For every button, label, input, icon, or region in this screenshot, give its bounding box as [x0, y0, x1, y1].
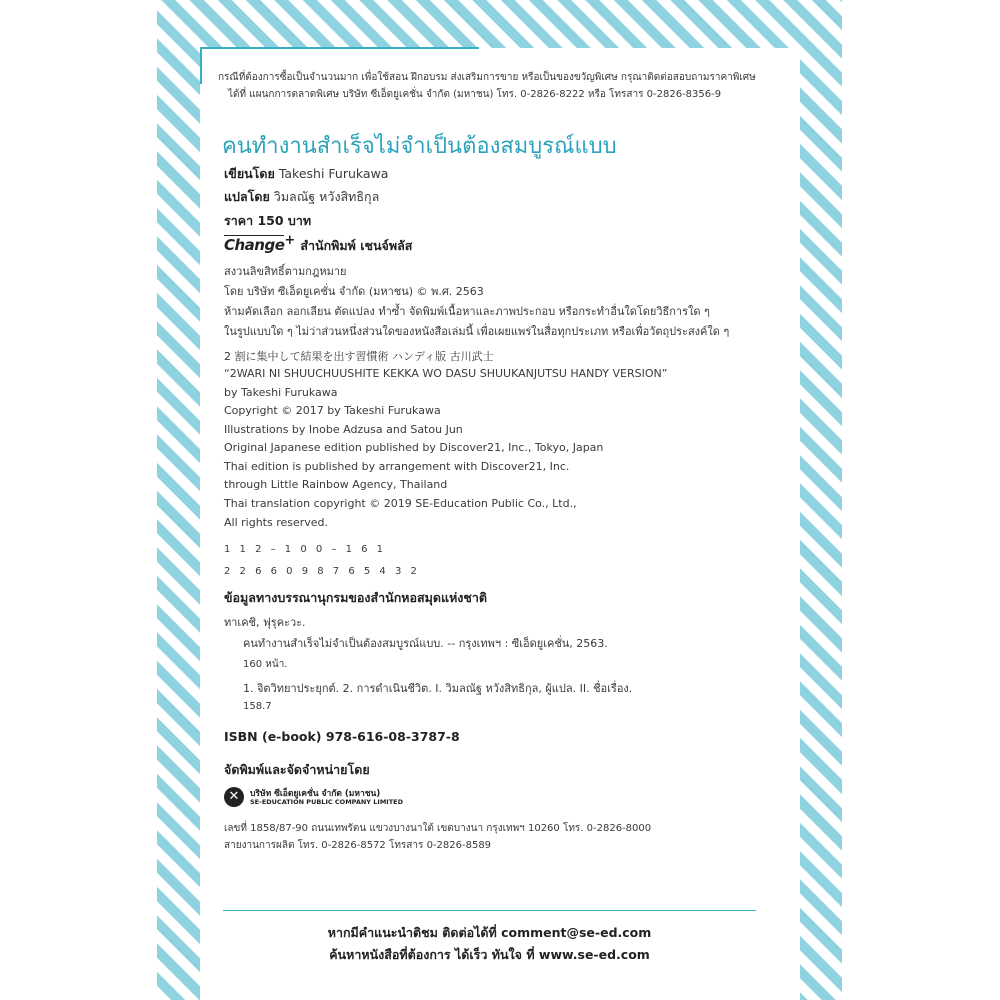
- cip-heading: ข้อมูลทางบรรณานุกรมของสำนักหอสมุดแห่งชาติ: [224, 590, 488, 605]
- original-info-line: 2 割に集中して結果を出す習慣術 ハンディ版 古川武士: [224, 350, 494, 363]
- frame-line-top: [200, 47, 479, 49]
- print-code-2: 2 2 6 6 0 9 8 7 6 5 4 3 2: [224, 566, 420, 577]
- company-name-english: SE-EDUCATION PUBLIC COMPANY LIMITED: [250, 798, 403, 806]
- imprint-name: สำนักพิมพ์ เชนจ์พลัส: [300, 238, 413, 253]
- logo-plus: +: [284, 233, 296, 248]
- translator-name: วิมลณัฐ หวังสิทธิกุล: [273, 189, 380, 204]
- copyright-thai-line: ห้ามคัดเลือก ลอกเลียน ตัดแปลง ทำซ้ำ จัดพิมพ์เนื้อหาและภาพประกอบ หรือกระทำอื่นใดโดยวิธีการใด ๆ: [224, 305, 710, 318]
- copyright-thai-line: โดย บริษัท ซีเอ็ดยูเคชั่น จำกัด (มหาชน) © พ.ศ. 2563: [224, 285, 484, 298]
- original-info-line: All rights reserved.: [224, 516, 329, 529]
- original-info-line: Copyright © 2017 by Takeshi Furukawa: [224, 404, 441, 417]
- author-label: เขียนโดย: [224, 166, 275, 181]
- address-line-2: สายงานการผลิต โทร. 0-2826-8572 โทรสาร 0-2826-8589: [224, 840, 492, 851]
- book-title: คนทำงานสำเร็จไม่จำเป็นต้องสมบูรณ์แบบ: [222, 134, 617, 159]
- address-line-1: เลขที่ 1858/87-90 ถนนเทพรัตน แขวงบางนาใต้ เขตบางนา กรุงเทพฯ 10260 โทร. 0-2826-8000: [224, 823, 652, 834]
- author-line: [224, 164, 388, 184]
- frame-line-left: [200, 47, 202, 84]
- cip-pages: 160 หน้า.: [243, 659, 288, 670]
- cip-title: คนทำงานสำเร็จไม่จำเป็นต้องสมบูรณ์แบบ. -- กรุงเทพฯ : ซีเอ็ดยูเคชั่น, 2563.: [243, 637, 608, 650]
- company-seal-icon: ✕: [224, 787, 244, 807]
- print-code-1: 1 1 2 – 1 0 0 – 1 6 1: [224, 544, 387, 555]
- original-info-line: by Takeshi Furukawa: [224, 386, 338, 399]
- isbn: ISBN (e-book) 978-616-08-3787-8: [224, 729, 460, 744]
- original-info-line: Illustrations by Inobe Adzusa and Satou Jun: [224, 423, 463, 436]
- original-info-line: Thai edition is published by arrangement with Discover21, Inc.: [224, 460, 570, 473]
- footer-feedback: หากมีคำแนะนำติชม ติดต่อได้ที่ comment@se-ed.com: [327, 925, 652, 940]
- notice-line-2: ได้ที่ แผนกการตลาดพิเศษ บริษัท ซีเอ็ดยูเคชั่น จำกัด (มหาชน) โทร. 0-2826-8222 หรือ โทรสาร 0-2826-8356-9: [228, 89, 722, 100]
- copyright-thai-line: ในรูปแบบใด ๆ ไม่ว่าส่วนหนึ่งส่วนใดของหนังสือเล่มนี้ เพื่อเผยแพร่ในสื่อทุกประเภท หรือเพื่อวัตถุประสงค์ใด ๆ: [224, 325, 730, 338]
- original-info-line: “2WARI NI SHUUCHUUSHITE KEKKA WO DASU SHUUKANJUTSU HANDY VERSION”: [224, 367, 668, 380]
- company-name-thai: บริษัท ซีเอ็ดยูเคชั่น จำกัด (มหาชน): [250, 789, 381, 799]
- cip-class-number: 158.7: [243, 701, 272, 712]
- cip-author: ทาเคชิ, ฟุรุคะวะ.: [224, 616, 306, 629]
- notice-line-1: กรณีที่ต้องการซื้อเป็นจำนวนมาก เพื่อใช้สอน ฝึกอบรม ส่งเสริมการขาย หรือเป็นของขวัญพิเศษ กรุณาติดต่อสอบถามราคาพิเศษ: [218, 72, 756, 83]
- author-name: Takeshi Furukawa: [278, 166, 389, 181]
- footer-divider: [223, 910, 756, 911]
- original-info-line: through Little Rainbow Agency, Thailand: [224, 478, 448, 491]
- footer-website: ค้นหาหนังสือที่ต้องการ ได้เร็ว ทันใจ ที่ www.se-ed.com: [329, 947, 650, 962]
- price: ราคา 150 บาท: [224, 213, 312, 228]
- original-info-line: Original Japanese edition published by Discover21, Inc., Tokyo, Japan: [224, 441, 604, 454]
- copyright-thai-line: สงวนลิขสิทธิ์ตามกฎหมาย: [224, 265, 347, 278]
- distributor-heading: จัดพิมพ์และจัดจำหน่ายโดย: [224, 762, 370, 777]
- cip-subjects: 1. จิตวิทยาประยุกต์. 2. การดำเนินชีวิต. I. วิมลณัฐ หวังสิทธิกุล, ผู้แปล. II. ชื่อเรื่อง.: [243, 682, 633, 695]
- translator-line: [224, 187, 379, 207]
- original-info-line: Thai translation copyright © 2019 SE-Education Public Co., Ltd.,: [224, 497, 577, 510]
- translator-label: แปลโดย: [224, 189, 270, 204]
- logo-wordmark: Change: [224, 236, 285, 254]
- publisher-logo: [224, 235, 412, 256]
